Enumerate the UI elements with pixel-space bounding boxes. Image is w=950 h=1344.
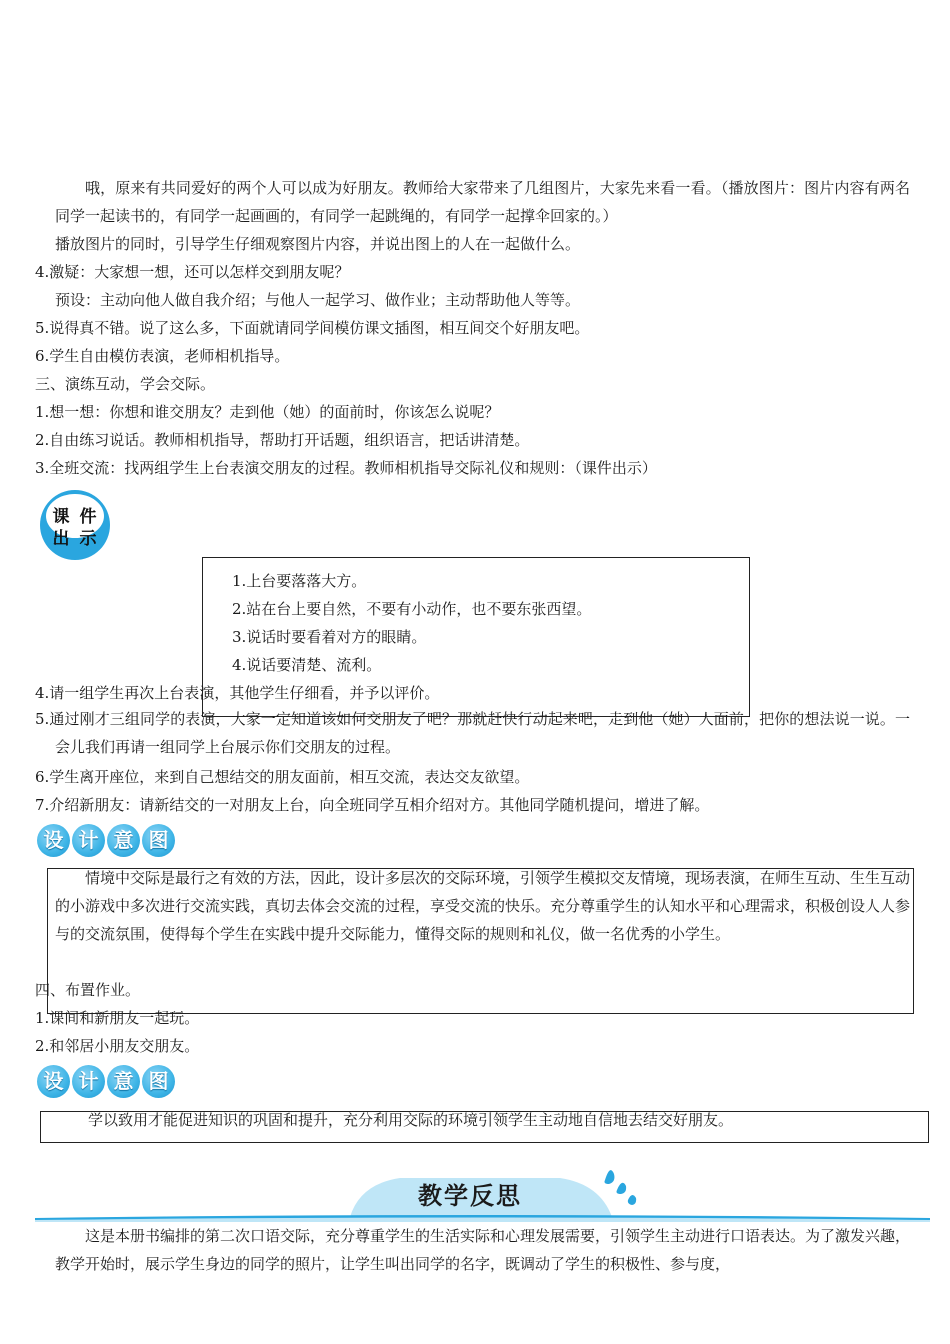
section-3-item-1: 1.想一想：你想和谁交朋友？走到他（她）的面前时，你该怎么说呢？ [35,403,500,421]
section-4-item-2: 2.和邻居小朋友交朋友。 [35,1037,200,1055]
section-3-item-2: 2.自由练习说话。教师相机指导，帮助打开话题，组织语言，把话讲清楚。 [35,431,530,449]
courseware-badge-icon: 课 件 出 示 [40,490,110,560]
list-item-4-question: 4.激疑：大家想一想，还可以怎样交到朋友呢？ [35,263,350,281]
rule-item: 2.站在台上要自然，不要有小动作，也不要东张西望。 [232,600,592,618]
reflection-title: 教学反思 [418,1182,522,1210]
reflection-text: 这是本册书编排的第二次口语交际，充分尊重学生的生活实际和心理发展需要，引领学生主动进行口语表达。为了激发兴趣，教学开始时，展示学生身边的同学的照片，让学生叫出同学的名字，既调动了学生的积极性、参与度， [55,1227,911,1273]
rule-item: 4.说话要清楚、流利。 [232,656,382,674]
paragraph-photos: 哦，原来有共同爱好的两个人可以成为好朋友。教师给大家带来了几组图片，大家先来看一看。（播放图片：图片内容有两名同学一起读书的，有同学一起画画的，有同学一起跳绳的，有同学一起撑伞回家的。） [55,179,910,225]
rule-item: 1.上台要落落大方。 [232,572,367,590]
section-3-item-4: 4.请一组学生再次上台表演，其他学生仔细看，并予以评价。 [35,684,440,702]
section-4-item-1: 1.课间和新朋友一起玩。 [35,1009,200,1027]
list-item-4-preset: 预设：主动向他人做自我介绍；与他人一起学习、做作业；主动帮助他人等等。 [55,291,581,309]
section-4-heading: 四、布置作业。 [35,981,141,999]
design-intent-text-2: 学以致用才能促进知识的巩固和提升，充分利用交际的环境引领学生主动地自信地去结交好朋友。 [88,1111,734,1129]
design-intent-text: 情境中交际是最行之有效的方法，因此，设计多层次的交际环境，引领学生模拟交友情境，现场表演，在师生互动、生生互动的小游戏中多次进行交流实践，真切去体会交流的过程，享受交流的快乐。充分尊重学生的认知水平和心理需求，积极创设人人参与的交流氛围，使得每个学生在实践中提升交际能力，懂得交际的规则和礼仪，做一名优秀的小学生。 [55,869,911,943]
paragraph-observe: 播放图片的同时，引导学生仔细观察图片内容，并说出图上的人在一起做什么。 [55,235,581,253]
rule-item: 3.说话时要看着对方的眼睛。 [232,628,427,646]
list-item-6: 6.学生自由模仿表演，老师相机指导。 [35,347,290,365]
design-intent-badge-icon: 设 计 意 图 [37,1065,175,1098]
design-intent-badge-icon: 设 计 意 图 [37,824,175,857]
section-3-item-7: 7.介绍新朋友：请新结交的一对朋友上台，向全班同学互相介绍对方。其他同学随机提问，增进了解。 [35,796,710,814]
section-3-item-6: 6.学生离开座位，来到自己想结交的朋友面前，相互交流，表达交友欲望。 [35,768,530,786]
list-item-5: 5.说得真不错。说了这么多，下面就请同学间模仿课文插图，相互间交个好朋友吧。 [35,319,590,337]
section-3-item-3: 3.全班交流：找两组学生上台表演交朋友的过程。教师相机指导交际礼仪和规则：（课件出示） [35,459,657,477]
water-drop-icon [605,1170,637,1205]
section-3-heading: 三、演练互动，学会交际。 [35,375,216,393]
section-3-item-5: 5.通过刚才三组同学的表演，大家一定知道该如何交朋友了吧？那就赶快行动起来吧，走到他（她）人面前，把你的想法说一说。一会儿我们再请一组同学上台展示你们交朋友的过程。 [35,710,910,756]
